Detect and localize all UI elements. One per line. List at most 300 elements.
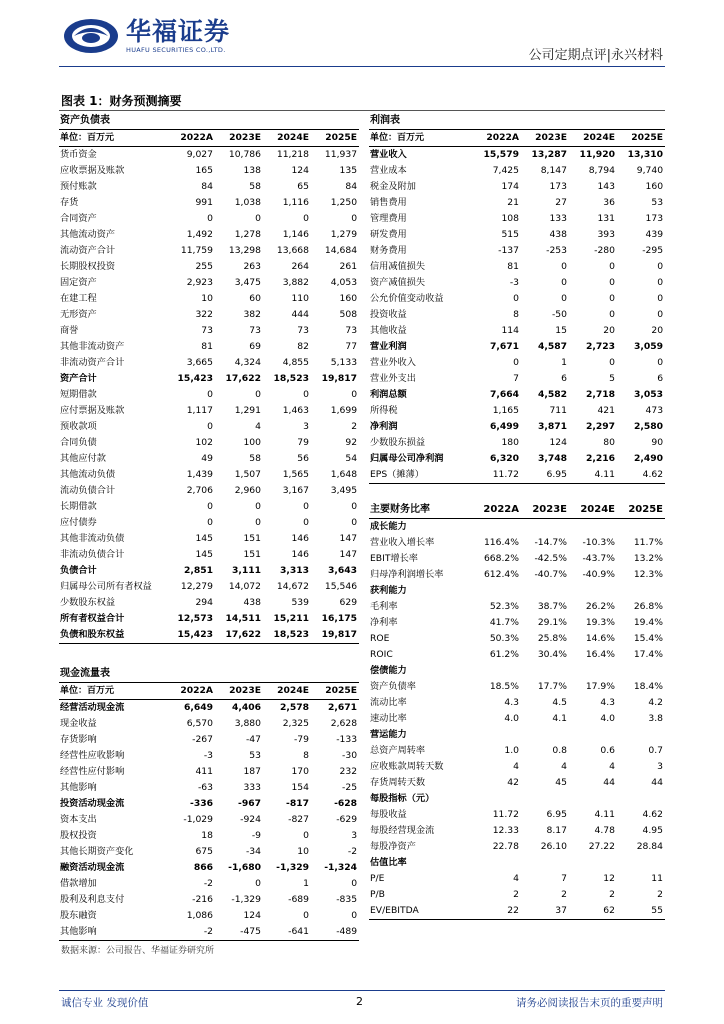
table-row [59, 892, 359, 908]
cell-value: 4,406 [231, 702, 261, 713]
cell-value: 4,855 [282, 357, 309, 368]
row-label: 公允价值变动收益 [370, 293, 444, 304]
cell-value: 135 [339, 165, 358, 176]
cell-value: 4.0 [600, 713, 615, 724]
row-label: EPS（摊薄） [369, 467, 473, 484]
table-row [59, 419, 359, 435]
cell-value: -1,324 [324, 862, 358, 873]
cell-value: 18 [201, 830, 213, 841]
cell-value: -1,029 [183, 814, 213, 825]
cell-value: -47 [245, 734, 261, 745]
table-row [59, 908, 359, 924]
cell-value: 3,871 [537, 421, 567, 432]
row-label: 营业利润 [370, 341, 407, 352]
cell-value: 0 [561, 261, 567, 272]
table-row [59, 403, 359, 419]
table-row [59, 307, 359, 323]
cell-value: 261 [339, 261, 358, 272]
table-row [369, 743, 665, 759]
table-row [59, 499, 359, 515]
cash-flow-table [59, 666, 359, 941]
unit-label: 单位：百万元 [59, 683, 167, 700]
cell-value: 9,027 [186, 149, 213, 160]
cell-value: -40.9% [582, 569, 615, 580]
cell-value [521, 791, 569, 807]
cell-value: 49 [201, 453, 213, 464]
cell-value: 382 [243, 309, 261, 320]
table-title: 利润表 [369, 113, 665, 130]
cell-value: 7,664 [489, 389, 519, 400]
table-row [369, 147, 665, 164]
row-label: 所得税 [370, 405, 398, 416]
table-row [369, 339, 665, 355]
cell-value: -133 [336, 734, 358, 745]
cell-value: 264 [291, 261, 309, 272]
cell-value: 2,580 [634, 421, 664, 432]
table-row [369, 195, 665, 211]
cell-value: 28.84 [636, 841, 663, 852]
cell-value [473, 663, 521, 679]
cell-value: -40.7% [534, 569, 567, 580]
cell-value: 0 [657, 277, 664, 288]
cell-value: 539 [291, 597, 309, 608]
cell-value: 2 [609, 889, 615, 900]
cell-value: 4.95 [642, 825, 663, 836]
row-label: 获利能力 [370, 585, 407, 596]
row-label: 经营活动现金流 [60, 702, 125, 713]
cell-value: 668.2% [483, 553, 519, 564]
cell-value: 1,492 [186, 229, 213, 240]
row-label: 净利率 [370, 617, 398, 628]
table-row [59, 147, 359, 164]
cell-value: 3,882 [282, 277, 309, 288]
cell-value: 3 [351, 830, 358, 841]
cell-value: 515 [501, 229, 519, 240]
table-row [369, 211, 665, 227]
cell-value: 0 [303, 830, 309, 841]
row-label: 净利润 [370, 421, 398, 432]
table-row [369, 451, 665, 467]
cell-value: 0 [303, 501, 309, 512]
cell-value: 12,573 [177, 613, 213, 624]
cell-value: 160 [339, 293, 358, 304]
cell-value: -34 [245, 846, 261, 857]
cell-value: 2 [657, 889, 663, 900]
cell-value: -137 [498, 245, 519, 256]
table-row [59, 627, 359, 644]
row-label: 其他影响 [60, 782, 97, 793]
table-row [369, 791, 665, 807]
table-row [369, 551, 665, 567]
row-label: 营业外支出 [370, 373, 416, 384]
cell-value: 4.3 [504, 697, 519, 708]
cell-value: 55 [617, 903, 665, 920]
row-label: 估值比率 [370, 857, 407, 868]
table-row [59, 339, 359, 355]
cell-value: 1 [303, 878, 309, 889]
cell-value: 393 [597, 229, 615, 240]
row-label: 借款增加 [60, 878, 97, 889]
cell-value: 22.78 [492, 841, 519, 852]
cell-value: 0 [351, 878, 358, 889]
cell-value: 4,582 [537, 389, 567, 400]
cell-value: 1,279 [330, 229, 358, 240]
year-header: 2024E [263, 130, 311, 147]
cell-value [521, 519, 569, 536]
row-label: 信用减值损失 [370, 261, 426, 272]
row-label: 其他流动资产 [60, 229, 116, 240]
table-row [369, 631, 665, 647]
row-label: 合同负债 [60, 437, 97, 448]
cell-value: 17.9% [585, 681, 615, 692]
cell-value: 0 [303, 910, 309, 921]
cell-value: 1,116 [282, 197, 309, 208]
cell-value: 146 [291, 549, 309, 560]
cell-value: 0 [351, 501, 358, 512]
cell-value: 421 [597, 405, 615, 416]
cell-value: 15,423 [167, 627, 215, 644]
cell-value: 0 [303, 213, 309, 224]
row-label: ROE [370, 633, 390, 644]
table-title-row [369, 113, 665, 130]
cell-value: 18,523 [263, 627, 311, 644]
cell-value: 0 [207, 389, 213, 400]
cell-value: -628 [334, 798, 358, 809]
cell-value: 675 [195, 846, 213, 857]
table-row [59, 732, 359, 748]
cell-value: 100 [243, 437, 261, 448]
table-row [369, 855, 665, 871]
cell-value: 0 [207, 501, 213, 512]
cell-value: 145 [195, 533, 213, 544]
cell-value: 38.7% [537, 601, 567, 612]
cell-value: 4.0 [504, 713, 519, 724]
cell-value: 13,668 [276, 245, 309, 256]
financial-ratios-table [369, 502, 665, 920]
row-label: 营业收入增长率 [370, 537, 435, 548]
cell-value: 6,649 [183, 702, 213, 713]
table-row [59, 179, 359, 195]
cell-value: 18,523 [273, 373, 309, 384]
cell-value: -629 [336, 814, 358, 825]
cell-value: 17.7% [537, 681, 567, 692]
cell-value [521, 727, 569, 743]
row-label: 非流动资产合计 [60, 357, 125, 368]
cell-value: 4.62 [642, 809, 663, 820]
cell-value: 13,310 [627, 149, 664, 160]
cell-value: 7,671 [489, 341, 519, 352]
cell-value: 6,320 [489, 453, 519, 464]
cell-value: 0 [207, 421, 213, 432]
cell-value: 6.95 [521, 467, 569, 484]
row-label: 应收账款周转天数 [370, 761, 444, 772]
row-label: 所有者权益合计 [60, 613, 125, 624]
cell-value: 2,628 [330, 718, 358, 729]
table-row [369, 419, 665, 435]
header-divider [59, 66, 665, 67]
row-label: 资产负债率 [370, 681, 416, 692]
row-label: 长期借款 [60, 501, 97, 512]
cell-value: 0 [255, 389, 261, 400]
cell-value: 92 [345, 437, 358, 448]
table-row [59, 700, 359, 717]
cell-value: 0 [207, 517, 213, 528]
cell-value: 263 [243, 261, 261, 272]
row-label: 成长能力 [370, 521, 407, 532]
row-label: 少数股东损益 [370, 437, 426, 448]
cell-value: 3 [657, 761, 663, 772]
row-label: 货币资金 [60, 149, 97, 160]
cell-value: -2 [167, 924, 215, 941]
table-row [369, 179, 665, 195]
cell-value: 2,671 [328, 702, 358, 713]
cell-value: 44 [651, 777, 663, 788]
row-label: 长期股权投资 [60, 261, 116, 272]
table-header-row [59, 683, 359, 700]
cell-value: 866 [193, 862, 213, 873]
table-row [59, 579, 359, 595]
row-label: 营业外收入 [370, 357, 416, 368]
table-row [59, 764, 359, 780]
cell-value: 10 [201, 293, 213, 304]
cell-value: 0 [609, 357, 615, 368]
cell-value: 143 [597, 181, 615, 192]
cell-value: 13,287 [531, 149, 567, 160]
cell-value: 20 [603, 325, 615, 336]
cell-value: 4.5 [552, 697, 567, 708]
table-row [369, 823, 665, 839]
table-row [369, 323, 665, 339]
cell-value: 2,578 [279, 702, 309, 713]
cell-value: 147 [339, 533, 358, 544]
cell-value: 0 [609, 277, 615, 288]
cell-value: 12.3% [633, 569, 663, 580]
cell-value: 629 [339, 597, 358, 608]
cell-value: 3.8 [648, 713, 663, 724]
table-row [59, 547, 359, 563]
table-row [369, 887, 665, 903]
cell-value: 5,133 [330, 357, 358, 368]
row-label: 归属母公司净利润 [370, 453, 444, 464]
table-row [59, 611, 359, 627]
cell-value: 21 [507, 197, 519, 208]
cell-value: 29.1% [537, 617, 567, 628]
cell-value: 4.1 [552, 713, 567, 724]
cell-value: 7,425 [492, 165, 519, 176]
cell-value: 26.2% [585, 601, 615, 612]
cell-value: 174 [501, 181, 519, 192]
table-row [369, 599, 665, 615]
cell-value: 15.4% [633, 633, 663, 644]
table-row [59, 812, 359, 828]
row-label: 资产减值损失 [370, 277, 426, 288]
cell-value: 11.72 [492, 809, 519, 820]
table-row [369, 583, 665, 599]
row-label: 负债和股东权益 [59, 627, 167, 644]
cell-value: 0.7 [648, 745, 663, 756]
cell-value: 18.4% [633, 681, 663, 692]
cell-value: 102 [195, 437, 213, 448]
row-label: 在建工程 [60, 293, 97, 304]
table-row [59, 291, 359, 307]
cell-value: 11,218 [276, 149, 309, 160]
cell-value: 3,495 [330, 485, 358, 496]
cell-value: 61.2% [489, 649, 519, 660]
year-header: 2022A [167, 130, 215, 147]
cell-value: 17,622 [225, 373, 261, 384]
table-row [369, 663, 665, 679]
cell-value: 14.6% [585, 633, 615, 644]
cell-value: 165 [195, 165, 213, 176]
row-label: 税金及附加 [370, 181, 416, 192]
cell-value: -10.3% [582, 537, 615, 548]
table-row [369, 839, 665, 855]
cell-value: 0.6 [600, 745, 615, 756]
cell-value: 2,325 [282, 718, 309, 729]
balance-sheet-table [59, 113, 359, 644]
table-row [59, 860, 359, 876]
table-row [369, 615, 665, 631]
row-label: EV/EBITDA [369, 903, 473, 920]
table-row [59, 483, 359, 499]
cell-value: 255 [195, 261, 213, 272]
row-label: 短期借款 [60, 389, 97, 400]
cell-value: 3,475 [234, 277, 261, 288]
cell-value: 473 [645, 405, 664, 416]
table-row [369, 727, 665, 743]
cell-value: 3,643 [328, 565, 358, 576]
footer-disclaimer: 请务必阅读报告末页的重要声明 [516, 997, 663, 1009]
cell-value: 2,490 [634, 453, 664, 464]
cell-value: 5 [609, 373, 615, 384]
cell-value: 42 [507, 777, 519, 788]
cell-value: -3 [203, 750, 213, 761]
cell-value: -924 [240, 814, 261, 825]
table-row [59, 515, 359, 531]
cell-value: 145 [195, 549, 213, 560]
cell-value: 7 [513, 373, 519, 384]
cell-value: 147 [339, 549, 358, 560]
cell-value: 12 [603, 873, 615, 884]
table-row [59, 531, 359, 547]
row-label: 流动资产合计 [60, 245, 116, 256]
cell-value: 2,960 [234, 485, 261, 496]
cell-value: 154 [291, 782, 309, 793]
cell-value: 1,146 [282, 229, 309, 240]
row-label: 其他非流动资产 [60, 341, 125, 352]
cell-value: 180 [501, 437, 519, 448]
cell-value [473, 791, 521, 807]
row-label: 非流动负债合计 [60, 549, 125, 560]
cell-value: 0.8 [552, 745, 567, 756]
cell-value: 187 [243, 766, 261, 777]
footer-divider [59, 990, 665, 991]
table-row [369, 435, 665, 451]
cell-value: 6 [561, 373, 567, 384]
cell-value: 16,175 [321, 613, 358, 624]
cell-value: 14,072 [228, 581, 261, 592]
table-row [369, 291, 665, 307]
table-title-row [59, 666, 359, 683]
row-label: 应收票据及账款 [60, 165, 125, 176]
cell-value: 138 [243, 165, 261, 176]
table-row [369, 711, 665, 727]
cell-value: 27 [555, 197, 567, 208]
row-label: 股利及利息支付 [60, 894, 125, 905]
report-title: 公司定期点评|永兴材料 [528, 48, 663, 63]
cell-value: 0 [351, 910, 358, 921]
cell-value: 36 [603, 197, 615, 208]
cell-value: 79 [297, 437, 309, 448]
cell-value: 151 [243, 533, 261, 544]
cell-value: 0 [561, 293, 567, 304]
table-row [59, 227, 359, 243]
row-label: 管理费用 [370, 213, 407, 224]
cell-value: 508 [339, 309, 358, 320]
cell-value: 14,672 [276, 581, 309, 592]
cell-value: 3,880 [234, 718, 261, 729]
cell-value: 15,546 [324, 581, 358, 592]
cell-value: 3,167 [282, 485, 309, 496]
cell-value: -42.5% [534, 553, 567, 564]
cell-value: 439 [645, 229, 664, 240]
cell-value: 0 [609, 261, 615, 272]
cell-value: 438 [243, 597, 261, 608]
table-row [59, 275, 359, 291]
cell-value: -2 [203, 878, 213, 889]
cell-value: 53 [249, 750, 261, 761]
cell-value: 1,165 [492, 405, 519, 416]
logo-chinese-name: 华福证券 [126, 17, 231, 46]
year-header: 2024E [569, 130, 617, 147]
cell-value: 4.11 [594, 809, 615, 820]
cell-value: 232 [339, 766, 358, 777]
cell-value: -2 [347, 846, 358, 857]
company-logo [62, 16, 230, 56]
cell-value: 711 [549, 405, 567, 416]
table-row [369, 647, 665, 663]
row-label: P/B [370, 889, 385, 900]
cell-value: 438 [549, 229, 567, 240]
cell-value: -14.7% [534, 537, 567, 548]
cell-value: 170 [291, 766, 309, 777]
cell-value: 3,111 [231, 565, 261, 576]
row-label: 其他应付款 [60, 453, 106, 464]
cell-value [617, 663, 665, 679]
cell-value: -280 [594, 245, 615, 256]
year-header: 2023E [521, 502, 569, 519]
table-row [369, 871, 665, 887]
cell-value: 114 [501, 325, 519, 336]
cell-value: 2,851 [183, 565, 213, 576]
cell-value: 56 [297, 453, 309, 464]
year-header: 2023E [521, 130, 569, 147]
cell-value: 4 [513, 873, 519, 884]
cell-value: 2,706 [186, 485, 213, 496]
cell-value: 411 [195, 766, 213, 777]
cell-value: 3,059 [634, 341, 664, 352]
row-label: 存货 [60, 197, 79, 208]
cell-value: 294 [195, 597, 213, 608]
cell-value: 116.4% [483, 537, 519, 548]
cell-value: 84 [345, 181, 358, 192]
cell-value: 10,786 [228, 149, 261, 160]
cell-value: 77 [345, 341, 358, 352]
cell-value: 26.10 [540, 841, 567, 852]
table-title-row [59, 113, 359, 130]
cell-value: 124 [549, 437, 567, 448]
table-row [59, 259, 359, 275]
